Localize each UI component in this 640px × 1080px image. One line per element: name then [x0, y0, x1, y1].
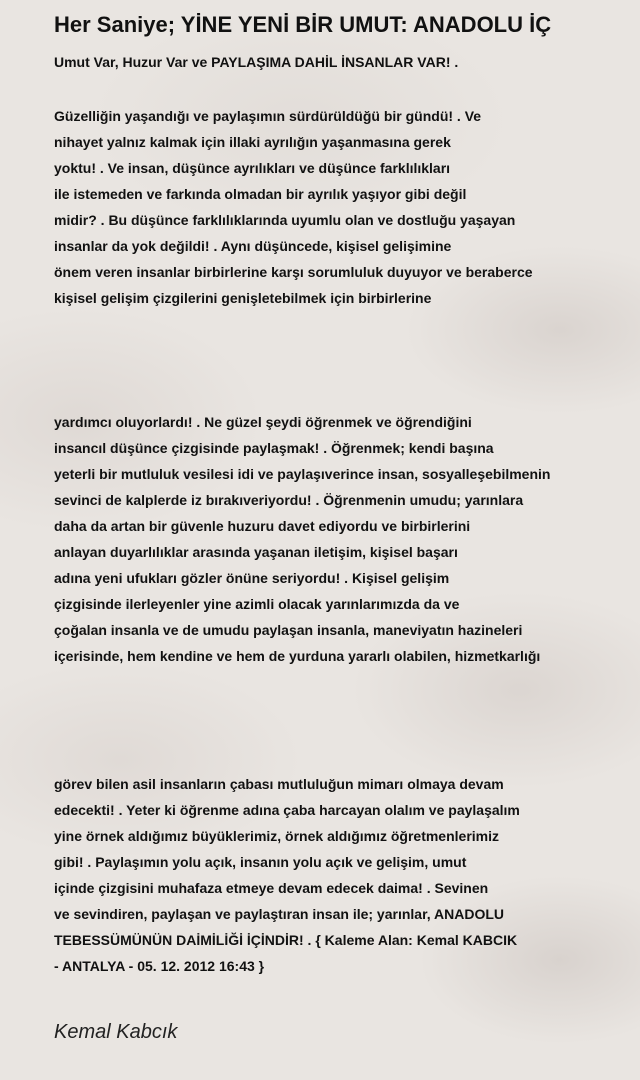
- paragraph-line: görev bilen asil insanların çabası mutluluğun mimarı olmaya devam: [54, 776, 504, 792]
- paragraph-line: içinde çizgisini muhafaza etmeye devam edecek daima! . Sevinen: [54, 880, 489, 896]
- page-title: Her Saniye; YİNE YENİ BİR UMUT: ANADOLU İÇ: [54, 12, 552, 37]
- author-signature: Kemal Kabcık: [54, 1021, 178, 1043]
- paragraph-line: nihayet yalnız kalmak için illaki ayrılığın yaşanmasına gerek: [54, 134, 451, 150]
- paragraph-line: Güzelliğin yaşandığı ve paylaşımın sürdürüldüğü bir gündü! . Ve: [54, 108, 482, 124]
- paragraph-line: midir? . Bu düşünce farklılıklarında uyumlu olan ve dostluğu yaşayan: [54, 212, 516, 228]
- paragraph-line: sevinci de kalplerde iz bırakıveriyordu! . Öğrenmenin umudu; yarınlara: [54, 492, 524, 508]
- paragraph-line: önem veren insanlar birbirlerine karşı sorumluluk duyuyor ve beraberce: [54, 264, 533, 280]
- paragraph-line: daha da artan bir güvenle huzuru davet ediyordu ve birbirlerini: [54, 518, 471, 534]
- paragraph-line: çoğalan insanla ve de umudu paylaşan insanla, maneviyatın hazineleri: [54, 622, 523, 638]
- paragraph-line: kişisel gelişim çizgilerini genişletebilmek için birbirlerine: [54, 290, 432, 306]
- paragraph-3: [54, 771, 640, 979]
- paragraph-line: ile istemeden ve farkında olmadan bir ayrılık yaşıyor gibi değil: [54, 186, 467, 202]
- paragraph-line: içerisinde, hem kendine ve hem de yurduna yararlı olabilen, hizmetkarlığı: [54, 648, 541, 664]
- paragraph-line: anlayan duyarlılıklar arasında yaşanan iletişim, kişisel başarı: [54, 544, 458, 560]
- paragraph-line: yine örnek aldığımız büyüklerimiz, örnek aldığımız öğretmenlerimiz: [54, 828, 499, 844]
- paragraph-line: gibi! . Paylaşımın yolu açık, insanın yolu açık ve gelişim, umut: [54, 854, 467, 870]
- paragraph-line: - ANTALYA - 05. 12. 2012 16:43 }: [54, 958, 265, 974]
- paragraph-line: yoktu! . Ve insan, düşünce ayrılıkları ve düşünce farklılıkları: [54, 160, 451, 176]
- paragraph-line: yeterli bir mutluluk vesilesi idi ve paylaşıverince insan, sosyalleşebilmenin: [54, 466, 551, 482]
- paragraph-line: insanlar da yok değildi! . Aynı düşüncede, kişisel gelişimine: [54, 238, 452, 254]
- paragraph-1: [54, 103, 640, 311]
- paragraph-line: adına yeni ufukları gözler önüne seriyordu! . Kişisel gelişim: [54, 570, 450, 586]
- paragraph-line: edecekti! . Yeter ki öğrenme adına çaba harcayan olalım ve paylaşalım: [54, 802, 520, 818]
- paragraph-line: insancıl düşünce çizgisinde paylaşmak! . Öğrenmek; kendi başına: [54, 440, 494, 456]
- paragraph-line: ve sevindiren, paylaşan ve paylaştıran insan ile; yarınlar, ANADOLU: [54, 906, 504, 922]
- paragraph-line: çizgisinde ilerleyenler yine azimli olacak yarınlarımızda da ve: [54, 596, 460, 612]
- paragraph-line: TEBESSÜMÜNÜN DAİMİLİĞİ İÇİNDİR! . { Kaleme Alan: Kemal KABCIK: [54, 932, 518, 948]
- subtitle: Umut Var, Huzur Var ve PAYLAŞIMA DAHİL İNSANLAR VAR! .: [54, 54, 459, 70]
- paragraph-line: yardımcı oluyorlardı! . Ne güzel şeydi öğrenmek ve öğrendiğini: [54, 414, 472, 430]
- paragraph-2: [54, 409, 640, 669]
